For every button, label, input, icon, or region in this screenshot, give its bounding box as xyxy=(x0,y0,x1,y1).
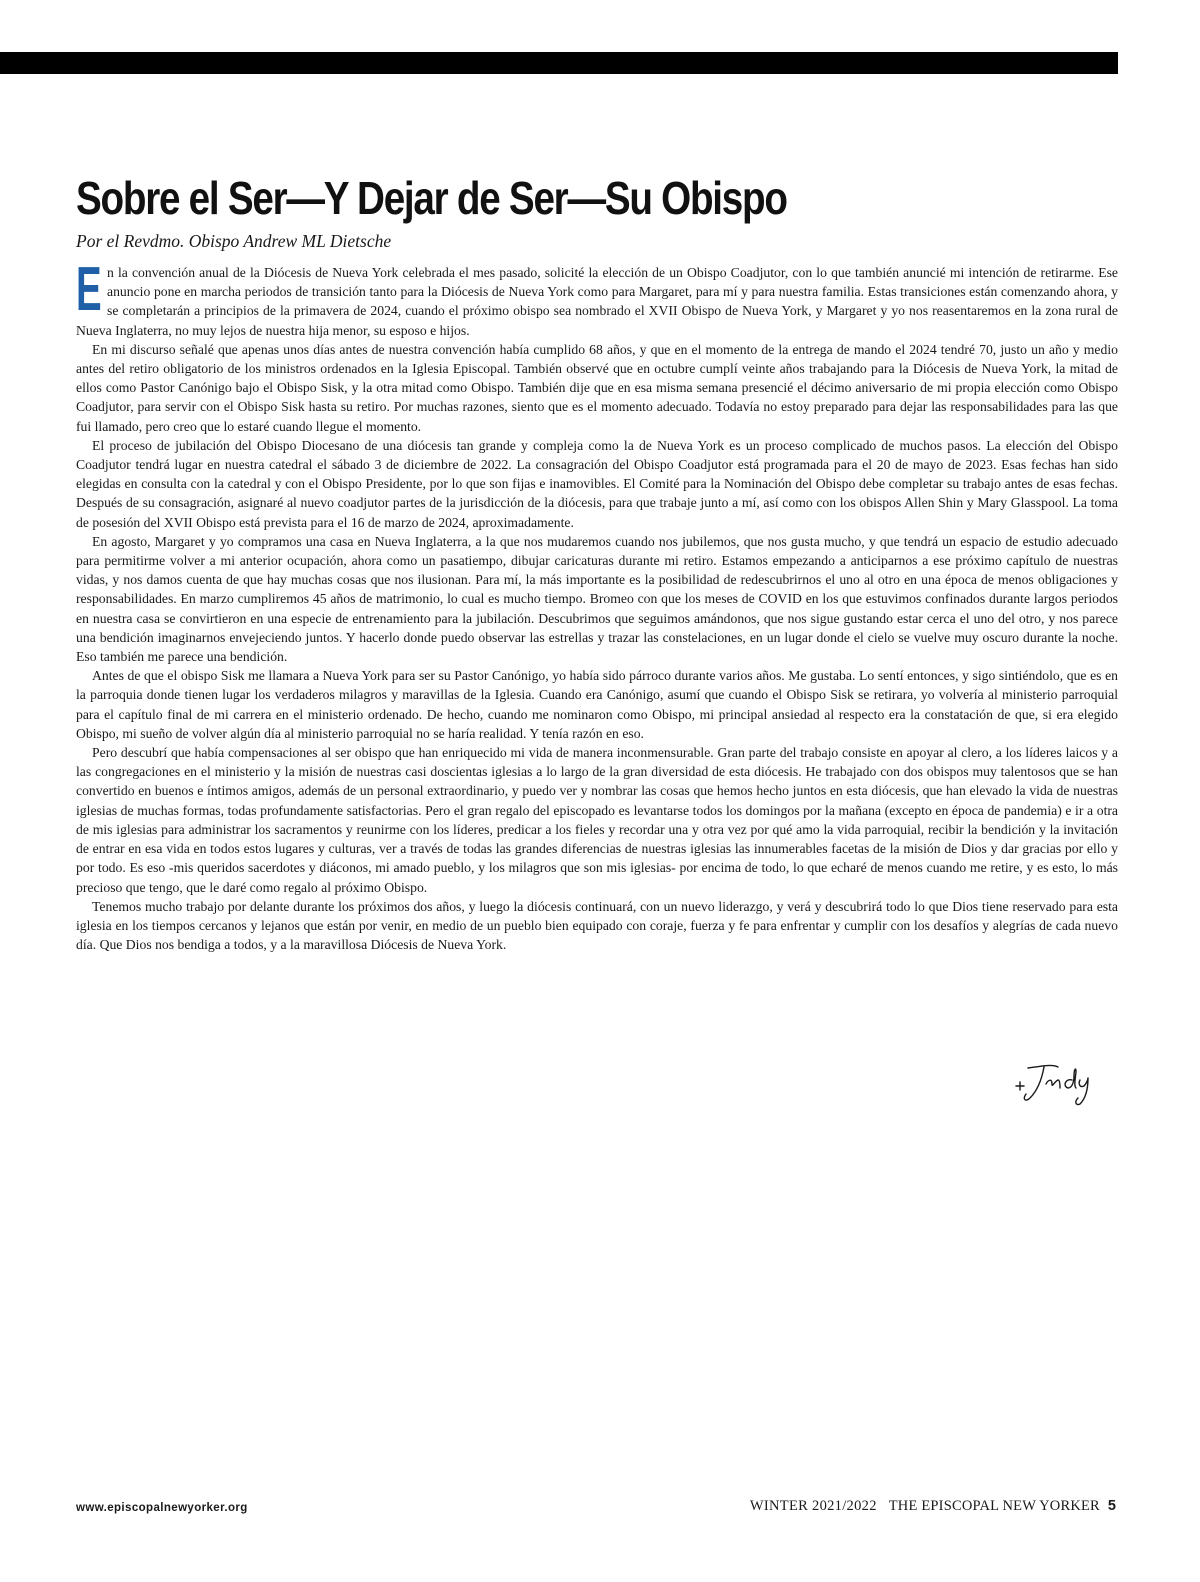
footer-website-link[interactable]: www.episcopalnewyorker.org xyxy=(76,1502,248,1514)
paragraph-2: En mi discurso señalé que apenas unos días antes de nuestra convención había cumplido 68 años, y que en el momento de la entrega de mando el 2024 tendré 70, justo un año y medio antes del retiro obligatorio de los ministros ordenados en la Iglesia Episcopal. También observé que en octubre cumplí veinte años trabajando para la Diócesis de Nueva York, la mitad de ellos como Pastor Canónigo bajo el Obispo Sisk, y la otra mitad como Obispo. También dije que en esa misma semana presencié el décimo aniversario de mi propia elección como Obispo Coadjutor, para servir con el Obispo Sisk hasta su retiro. Por muchas razones, siento que es el momento adecuado. Todavía no estoy preparado para dejar las responsabilidades para las que fui llamado, pero creo que lo estaré cuando llegue el momento. xyxy=(76,341,1118,434)
lead-text: n la convención anual de la Diócesis de Nueva York celebrada el mes pasado, solicité la elección de un Obispo Coadjutor, con lo que también anuncié mi intención de retirarme. Ese anuncio pone en marcha periodos de transición tanto para la Diócesis de Nueva York como para Margaret, para mí y para nuestra familia. Estas transiciones están comenzando ahora, y se completarán a principios de la primavera de 2024, cuando el próximo obispo sea nombrado el XVII Obispo de Nueva York, y Margaret y yo nos reasentaremos en la zona rural de Nueva Inglaterra, no muy lejos de nuestra hija menor, su esposo e hijos. xyxy=(76,265,1118,338)
footer-publication-info xyxy=(750,1498,1116,1515)
article-title: Sobre el Ser—Y Dejar de Ser—Su Obispo xyxy=(76,172,787,224)
drop-cap: E xyxy=(76,255,102,324)
article-body xyxy=(76,255,1118,954)
paragraph-4: En agosto, Margaret y yo compramos una casa en Nueva Inglaterra, a la que nos mudaremos cuando nos jubilemos, que nos gusta mucho, y que tendrá un espacio de estudio adecuado para permitirme volver a mi anterior ocupación, ahora como un pasatiempo, dibujar caricaturas durante mi retiro. Estamos empezando a anticiparnos a ese próximo capítulo de nuestras vidas, y nos damos cuenta de que hay muchas cosas que nos ilusionan. Para mí, la más importante es la posibilidad de redescubrirnos el uno al otro en una época de menos obligaciones y responsabilidades. En marzo cumpliremos 45 años de matrimonio, lo cual es mucho tiempo. Bromeo con que los meses de COVID en los que estuvimos confinados durante largos periodos en nuestra casa se convirtieron en una especie de entrenamiento para la jubilación. Descubrimos que seguimos amándonos, que nos sigue gustando estar cerca el uno del otro, y nos parece una bendición imaginarnos envejeciendo juntos. Y hacerlo donde puedo observar las estrellas y trazar las constelaciones, en un lugar donde el cielo se vuelve muy oscuro durante la noche. Eso también me parece una bendición. xyxy=(76,533,1118,665)
issue-season: WINTER 2021/2022 xyxy=(749,1498,877,1514)
paragraph-1 xyxy=(76,255,1118,340)
paragraph-7: Tenemos mucho trabajo por delante durante los próximos dos años, y luego la diócesis continuará, con un nuevo liderazgo, y verá y descubrirá todo lo que Dios tiene reservado para esta iglesia en los tiempos cercanos y lejanos que están por venir, en medio de un pueblo bien equipado con coraje, fuerza y fe para enfrentar y cumplir con los desafíos y alegrías de cada nuevo día. Que Dios nos bendiga a todos, y a la maravillosa Diócesis de Nueva York. xyxy=(76,898,1118,953)
handwritten-signature xyxy=(1012,1058,1108,1108)
publication-name: THE EPISCOPAL NEW YORKER xyxy=(888,1498,1100,1514)
paragraph-5: Antes de que el obispo Sisk me llamara a Nueva York para ser su Pastor Canónigo, yo había sido párroco durante varios años. Me gustaba. Lo sentí entonces, y sigo sintiéndolo, que es en la parroquia donde tienen lugar los verdaderos milagros y maravillas de la Iglesia. Cuando era Canónigo, asumí que cuando el Obispo Sisk se retirara, yo volvería al ministerio parroquial para el capítulo final de mi carrera en el ministerio ordenado. De hecho, cuando me nominaron como Obispo, mi principal ansiedad al respecto era la constatación de que, si era elegido Obispo, mi sueño de volver algún día al ministerio parroquial no se haría realidad. Y tenía razón en eso. xyxy=(76,668,1118,741)
page-number: 5 xyxy=(1107,1498,1116,1514)
article-byline: Por el Revdmo. Obispo Andrew ML Dietsche xyxy=(76,231,392,251)
paragraph-3: El proceso de jubilación del Obispo Diocesano de una diócesis tan grande y compleja como la de Nueva York es un proceso complicado de muchos pasos. La elección del Obispo Coadjutor tendrá lugar en nuestra catedral el sábado 3 de diciembre de 2022. La consagración del Obispo Coadjutor está programada para el 20 de mayo de 2023. Esas fechas han sido elegidas en consulta con la catedral y con el Obispo Presidente, por lo que son fijas e inamovibles. El Comité para la Nominación del Obispo debe completar su trabajo antes de esas fechas. Después de su consagración, asignaré al nuevo coadjutor partes de la jurisdicción de la diócesis, para que trabaje junto a mí, así como con los obispos Allen Shin y Mary Glasspool. La toma de posesión del XVII Obispo está prevista para el 16 de marzo de 2024, aproximadamente. xyxy=(76,437,1118,530)
paragraph-6: Pero descubrí que había compensaciones al ser obispo que han enriquecido mi vida de manera inconmensurable. Gran parte del trabajo consiste en apoyar al clero, a los líderes laicos y a las congregaciones en el ministerio y la misión de nuestras casi doscientas iglesias a lo largo de la gran diversidad de esta diócesis. He trabajado con dos obispos muy talentosos que se han convertido en buenos e íntimos amigos, además de un personal extraordinario, y puedo ver y nombrar las cosas que hemos hecho juntos en esta diócesis, que han elevado la vida de nuestras iglesias de muchas formas, todas profundamente satisfactorias. Pero el gran regalo del episcopado es levantarse todos los domingos por la mañana (excepto en época de pandemia) e ir a otra de mis iglesias para administrar los sacramentos y reunirme con los líderes, predicar a los fieles y recordar una y otra vez por qué amo la vida parroquial, recibir la bendición y la invitación de entrar en esa vida en todos estos lugares y culturas, ver a través de todas las grandes diferencias de nuestras iglesias las innumerables facetas de la misión de Dios y dar gracias por ello y por todo. Es eso -mis queridos sacerdotes y diáconos, mi amado pueblo, y los milagros que son mis iglesias- por encima de todo, lo que echaré de menos cuando me retire, y es esto, lo más precioso que tengo, que le daré como regalo al próximo Obispo. xyxy=(76,745,1118,895)
top-decorative-bar xyxy=(0,52,1118,74)
